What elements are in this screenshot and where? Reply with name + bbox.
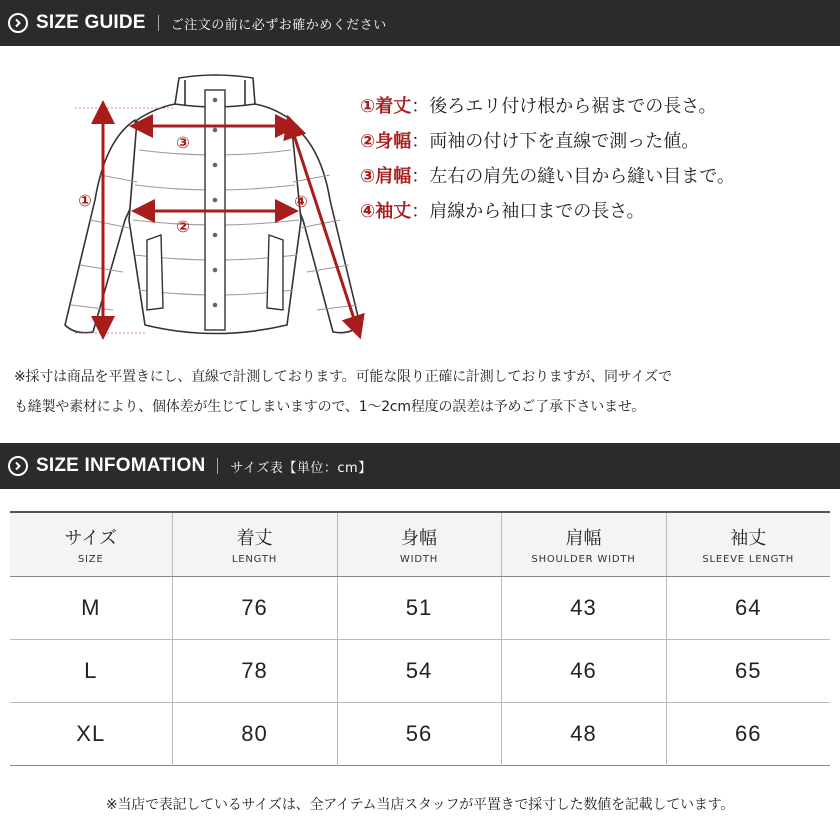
legend-key: ④袖丈	[360, 201, 412, 222]
table-cell: 43	[501, 576, 666, 639]
header-en: SIZE	[77, 553, 104, 565]
legend-item-width	[360, 129, 735, 164]
header-jp: サイズ	[64, 527, 118, 549]
legend-desc: ：両袖の付け下を直線で測った値。	[411, 131, 700, 152]
size-table	[10, 511, 830, 766]
header-en: LENGTH	[231, 553, 278, 565]
table-cell: 48	[501, 702, 666, 765]
header-en: SHOULDER WIDTH	[531, 553, 636, 565]
size-info-subtitle: サイズ表【単位：cm】	[230, 460, 372, 476]
marker-1-label: ①	[78, 191, 92, 210]
table-header-row	[10, 512, 830, 576]
table-cell: 66	[666, 702, 830, 765]
header-en: SLEEVE LENGTH	[702, 553, 795, 565]
legend-desc: ：肩線から袖口までの長さ。	[411, 201, 645, 222]
table-cell: L	[10, 639, 172, 702]
size-notation-note: ※当店で表記しているサイズは、全アイテム当店スタッフが平置きで採寸した数値を記載しています。	[105, 797, 735, 813]
header-width	[337, 512, 501, 576]
table-cell: XL	[10, 702, 172, 765]
size-guide-title: SIZE GUIDE	[36, 12, 146, 33]
chevron-right-circle-icon	[8, 13, 28, 33]
header-jp: 肩幅	[565, 527, 602, 549]
header-en: WIDTH	[399, 553, 439, 565]
legend-item-length	[360, 94, 735, 129]
legend-key: ③肩幅	[360, 166, 412, 187]
legend-item-shoulder	[360, 164, 735, 199]
header-jp: 袖丈	[730, 527, 767, 549]
table-cell: 80	[172, 702, 337, 765]
header-length	[172, 512, 337, 576]
header-divider	[158, 15, 159, 31]
table-row	[10, 576, 830, 639]
marker-2-label: ②	[176, 217, 190, 236]
table-cell: 56	[337, 702, 501, 765]
size-info-header	[0, 443, 840, 489]
table-cell: 65	[666, 639, 830, 702]
jacket-diagram	[55, 70, 375, 350]
legend-key: ②身幅	[360, 131, 412, 152]
table-row	[10, 639, 830, 702]
header-jp: 着丈	[236, 527, 273, 549]
chevron-right-circle-icon	[8, 456, 28, 476]
measurement-legend	[360, 94, 735, 234]
legend-desc: ：左右の肩先の縫い目から縫い目まで。	[411, 166, 735, 187]
header-jp: 身幅	[401, 527, 437, 549]
measurement-note-line: も縫製や素材により、個体差が生じてしまいますので、1～2cm程度の誤差は予めご了承下さいませ。	[14, 399, 646, 415]
legend-key: ①着丈	[360, 96, 412, 117]
table-cell: 51	[337, 576, 501, 639]
table-row	[10, 702, 830, 765]
table-cell: 64	[666, 576, 830, 639]
table-cell: 76	[172, 576, 337, 639]
header-sleeve	[666, 512, 830, 576]
measurement-note	[14, 362, 830, 422]
size-guide-subtitle: ご注文の前に必ずお確かめください	[170, 17, 387, 33]
header-divider	[217, 458, 218, 474]
legend-item-sleeve	[360, 199, 735, 234]
legend-desc: ：後ろエリ付け根から裾までの長さ。	[411, 96, 717, 117]
size-guide-header	[0, 0, 840, 46]
table-cell: M	[10, 576, 172, 639]
size-info-title: SIZE INFOMATION	[36, 455, 206, 476]
marker-4-label: ④	[294, 192, 308, 211]
table-cell: 78	[172, 639, 337, 702]
header-shoulder	[501, 512, 666, 576]
header-size	[10, 512, 172, 576]
table-cell: 54	[337, 639, 501, 702]
marker-3-label: ③	[176, 133, 190, 152]
table-cell: 46	[501, 639, 666, 702]
measurement-note-line: ※採寸は商品を平置きにし、直線で計測しております。可能な限り正確に計測しておりますが、同サイズで	[14, 369, 672, 385]
